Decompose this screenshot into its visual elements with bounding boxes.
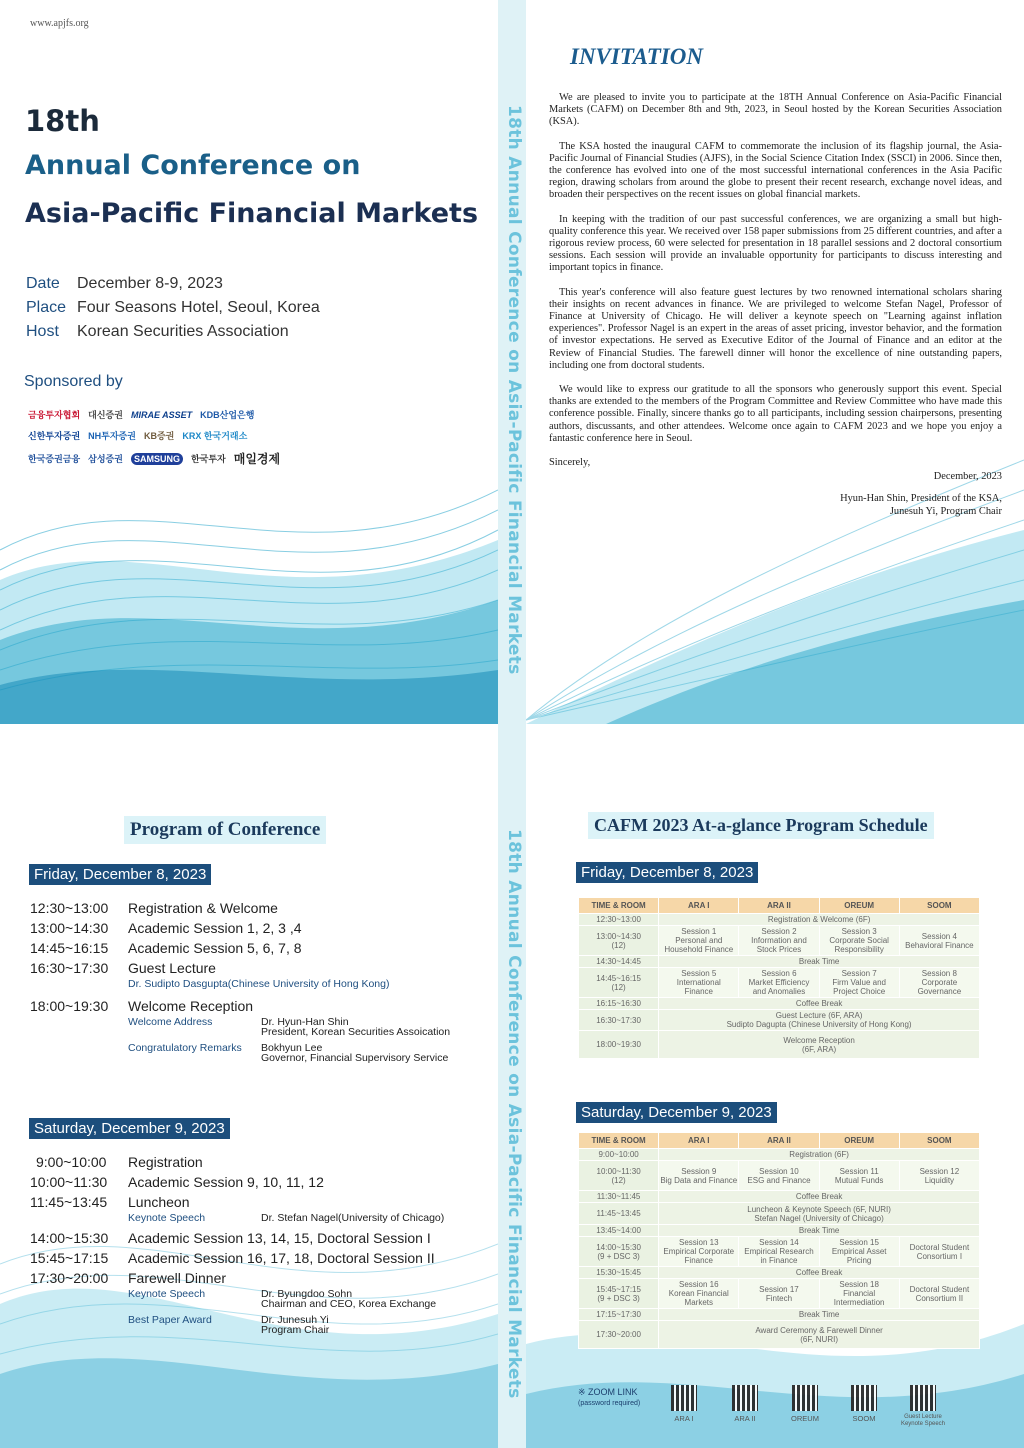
schedule-row: 16:30~17:30 Guest Lecture	[30, 960, 216, 976]
sponsor-logo: KB증권	[143, 431, 175, 441]
sponsor-logos	[28, 408, 318, 475]
qr-code-oreum[interactable]	[792, 1385, 818, 1411]
spine-title: 18th Annual Conference on Asia-Pacific Financial Markets	[504, 829, 524, 1399]
letter-date: December, 2023	[933, 471, 1002, 483]
table-row: 14:00~15:30 (9 + DSC 3) Session 13 Empirical Corporate Finance Session 14 Empirical Research in Finance Session 15 Empirical Asset Pricing Doctoral Student Consortium I	[579, 1237, 980, 1267]
sponsor-logo: SAMSUNG	[131, 453, 183, 465]
farewell-keynote: Keynote Speech Dr. Byungdoo Sohn	[128, 1288, 353, 1300]
schedule-row: 13:00~14:30 Academic Session 1, 2, 3 ,4	[30, 920, 302, 936]
farewell-keynote-role: Chairman and CEO, Korea Exchange	[261, 1298, 437, 1310]
qr-label: SOOM	[852, 1414, 876, 1423]
conference-title-line2: Asia-Pacific Financial Markets	[25, 198, 479, 229]
sponsor-logo: KRX 한국거래소	[182, 431, 248, 441]
schedule-row: 15:45~17:15 Academic Session 16, 17, 18, Doctoral Session II	[30, 1250, 435, 1266]
table-row: 14:30~14:45 Break Time	[579, 956, 980, 968]
sponsor-logo: MIRAE ASSET	[130, 409, 193, 420]
congratulatory-remarks: Congratulatory Remarks Bokhyun Lee	[128, 1042, 323, 1054]
glance-heading: CAFM 2023 At-a-glance Program Schedule	[588, 812, 934, 839]
qr-label: ARA I	[674, 1414, 694, 1423]
invitation-letter	[549, 92, 1002, 518]
signature-1: Hyun-Han Shin, President of the KSA,	[840, 493, 1002, 505]
table-row: 15:45~17:15 (9 + DSC 3) Session 16 Korean Financial Markets Session 17 Fintech Session 18 Financial Intermediation Doctoral Student Consortium II	[579, 1279, 980, 1309]
invitation-paragraph: We are pleased to invite you to participate at the 18TH Annual Conference on Asia-Pacific Financial Markets (CAFM) on December 8th and 9th, 2023, in Seoul hosted by the Korean Securities Association (KSA).	[549, 92, 1002, 128]
signature-2: Junesuh Yi, Program Chair	[889, 505, 1002, 517]
schedule-row: 14:00~15:30 Academic Session 13, 14, 15, Doctoral Session I	[30, 1230, 431, 1246]
table-header-row: TIME & ROOM ARA I ARA II OREUM SOOM	[579, 1133, 980, 1149]
invitation-paragraph: In keeping with the tradition of our past successful conferences, we are organizing a small but high-quality conference this year. We received over 158 paper submissions from 25 different countries, and after a rigorous review process, 60 were selected for presentation in 18 parallel sessions and 2 doctoral consortium sessions. Each session will provide an invaluable opportunity for participants to discuss interesting and important topics in finance.	[549, 213, 1002, 274]
invitation-paragraph: The KSA hosted the inaugural CAFM to commemorate the inclusion of its flagship journal, the Asia-Pacific Journal of Financial Studies (AJFS), in the Social Science Citation Index (SSCI) in 2006. Since then, the conference has evolved into one of the most successful international conferences in the Asia Pacific region, drawing scholars from around the globe to present their recent research, exchange novel ideas, and broaden their perspectives on the recent issues on global financial markets.	[549, 140, 1002, 201]
table-row: 10:00~11:30 (12) Session 9 Big Data and Finance Session 10 ESG and Finance Session 11 Mutual Funds Session 12 Liquidity	[579, 1161, 980, 1191]
invitation-paragraph: We would like to express our gratitude to all the sponsors who generously support this event. Special thanks are extended to the members of the Program Committee and Review Committee who have made this conference possible. Finally, sincere thanks go to all participants, including session chairpersons, presenting authors, discussants, and other attendees. Welcome once again to CAFM 2023 and we hope you enjoy a fantastic conference here in Seoul.	[549, 384, 1002, 444]
invitation-page	[526, 0, 1024, 724]
best-paper-award: Best Paper Award Dr. Junesuh Yi	[128, 1314, 329, 1326]
closing: Sincerely,	[549, 457, 591, 469]
schedule-row: 12:30~13:00 Registration & Welcome	[30, 900, 278, 916]
sponsor-logo: 신한투자증권	[28, 431, 81, 441]
day1-glance-table	[578, 897, 980, 1059]
congratulatory-role: Governor, Financial Supervisory Service	[261, 1052, 449, 1064]
sponsor-logo: 금융투자협회	[28, 410, 81, 420]
website-url: www.apjfs.org	[30, 18, 89, 29]
table-row: 13:00~14:30 (12) Session 1 Personal and Household Finance Session 2 Information and Stock Prices Session 3 Corporate Social Responsibility Session 4 Behavioral Finance	[579, 926, 980, 956]
table-row: 14:45~16:15 (12) Session 5 International Finance Session 6 Market Efficiency and Anomalies Session 7 Firm Value and Project Choice Session 8 Corporate Governance	[579, 968, 980, 998]
schedule-row: 11:45~13:45 Luncheon	[30, 1194, 190, 1210]
invitation-heading: INVITATION	[570, 44, 703, 69]
table-row: 13:45~14:00 Break Time	[579, 1225, 980, 1237]
qr-code-ara1[interactable]	[671, 1385, 697, 1411]
table-row: 12:30~13:00 Registration & Welcome (6F)	[579, 914, 980, 926]
program-heading: Program of Conference	[124, 816, 326, 844]
glance-page	[526, 724, 1024, 1448]
table-row: 16:15~16:30 Coffee Break	[579, 998, 980, 1010]
cover-page	[0, 0, 498, 724]
sponsor-logo: 매일경제	[233, 452, 281, 466]
program-page	[0, 724, 498, 1448]
conference-title-line1: Annual Conference on	[25, 150, 361, 181]
sponsor-logo: 한국투자	[190, 454, 226, 464]
sponsor-logo: 대신증권	[88, 410, 123, 420]
day1-schedule	[30, 900, 490, 1070]
qr-label: Guest Lecture Keynote Speech	[900, 1414, 946, 1427]
table-row: 11:45~13:45 Luncheon & Keynote Speech (6F, NURI) Stefan Nagel (University of Chicago)	[579, 1203, 980, 1225]
edition-title: 18th	[25, 104, 100, 138]
sponsor-logo: 삼성증권	[88, 454, 123, 464]
table-row: 11:30~11:45 Coffee Break	[579, 1191, 980, 1203]
glance-day1-header: Friday, December 8, 2023	[576, 862, 758, 883]
schedule-row: 14:45~16:15 Academic Session 5, 6, 7, 8	[30, 940, 302, 956]
schedule-row: 17:30~20:00 Farewell Dinner	[30, 1270, 227, 1286]
spine-bottom	[498, 724, 526, 1448]
host-info: Host Korean Securities Association	[26, 323, 289, 340]
glance-day2-header: Saturday, December 9, 2023	[576, 1102, 777, 1123]
zoom-link: ※ ZOOM LINK (password required)	[578, 1387, 641, 1407]
day2-header: Saturday, December 9, 2023	[29, 1118, 230, 1139]
day2-glance-table	[578, 1132, 980, 1349]
sponsored-label: Sponsored by	[24, 373, 123, 390]
day1-header: Friday, December 8, 2023	[29, 864, 211, 885]
sponsor-logo: 한국증권금융	[28, 454, 81, 464]
table-header-row: TIME & ROOM ARA I ARA II OREUM SOOM	[579, 898, 980, 914]
schedule-row: 10:00~11:30 Academic Session 9, 10, 11, 12	[30, 1174, 324, 1190]
qr-code-ara2[interactable]	[732, 1385, 758, 1411]
qr-label: ARA II	[734, 1414, 756, 1423]
spine-top	[498, 0, 526, 724]
qr-code-guest-lecture[interactable]	[910, 1385, 936, 1411]
best-paper-role: Program Chair	[261, 1324, 330, 1336]
keynote-speech: Keynote Speech Dr. Stefan Nagel(University of Chicago)	[128, 1212, 445, 1224]
sponsor-logo: NH투자증권	[88, 431, 136, 441]
table-row: 17:15~17:30 Break Time	[579, 1309, 980, 1321]
table-row: 16:30~17:30 Guest Lecture (6F, ARA) Sudipto Dagupta (Chinese University of Hong Kong)	[579, 1010, 980, 1031]
table-row: 9:00~10:00 Registration (6F)	[579, 1149, 980, 1161]
schedule-row: 18:00~19:30 Welcome Reception	[30, 998, 254, 1014]
sponsor-logo: KDB산업은행	[200, 410, 255, 420]
date-info: Date December 8-9, 2023	[26, 275, 223, 292]
table-row: 15:30~15:45 Coffee Break	[579, 1267, 980, 1279]
schedule-row: 9:00~10:00 Registration	[36, 1154, 203, 1170]
welcome-address-role: President, Korean Securities Assoication	[261, 1026, 451, 1038]
guest-lecturer: Dr. Sudipto Dasgupta(Chinese University of Hong Kong)	[128, 978, 390, 990]
day2-schedule	[30, 1154, 490, 1342]
qr-label: OREUM	[791, 1414, 819, 1423]
table-row: 18:00~19:30 Welcome Reception (6F, ARA)	[579, 1031, 980, 1059]
welcome-address: Welcome Address Dr. Hyun-Han Shin	[128, 1016, 349, 1028]
qr-code-soom[interactable]	[851, 1385, 877, 1411]
spine-title: 18th Annual Conference on Asia-Pacific Financial Markets	[504, 105, 524, 675]
place-info: Place Four Seasons Hotel, Seoul, Korea	[26, 299, 320, 316]
invitation-paragraph: This year's conference will also feature guest lectures by two renowned international scholars sharing their insights on recent advances in finance. We are privileged to welcome Stefan Nagel, Professor of Finance at University of Chicago. He will deliver a keynote speech on "Learning against inflation experiences". Professor Nagel is an expert in the areas of asset pricing, investor behavior, and the formation of investor expectations. He served as Executive Editor of the Journal of Finance and an editor at the Review of Financial Studies. The farewell dinner will honor the excellence of nine outstanding papers, including one from doctoral students.	[549, 286, 1002, 371]
table-row: 17:30~20:00 Award Ceremony & Farewell Dinner (6F, NURI)	[579, 1321, 980, 1349]
